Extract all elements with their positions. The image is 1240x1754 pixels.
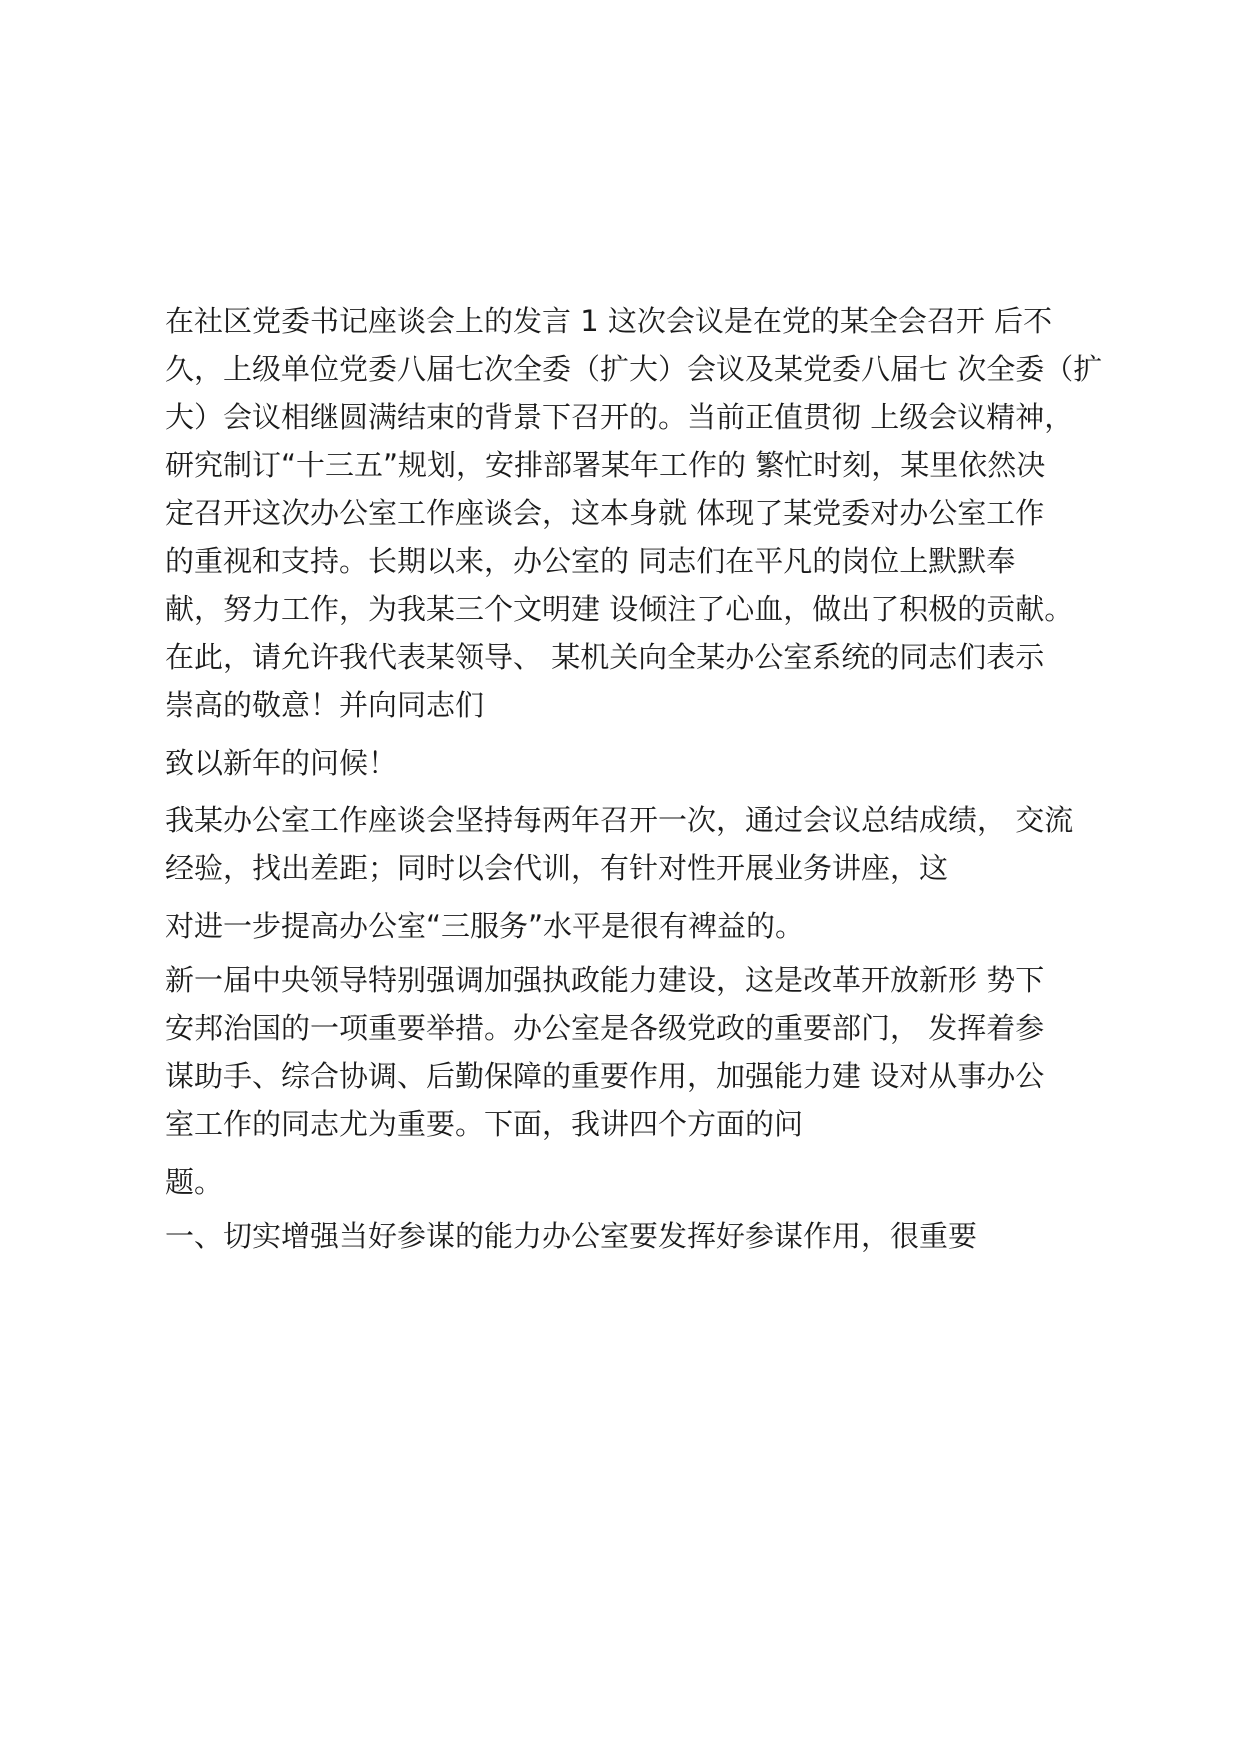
text-line: 致以新年的问候！ xyxy=(165,746,398,780)
text-line: 经验，找出差距；同时以会代训，有针对性开展业务讲座，这 xyxy=(165,851,949,885)
text-line: 在此，请允许我代表某领导、 某机关向全某办公室系统的同志们表示 xyxy=(165,640,1045,674)
text-line: 谋助手、综合协调、后勤保障的重要作用，加强能力建 设对从事办公 xyxy=(165,1059,1045,1093)
text-line: 定召开这次办公室工作座谈会，这本身就 体现了某党委对办公室工作 xyxy=(165,496,1045,530)
text-line: 室工作的同志尤为重要。下面，我讲四个方面的问 xyxy=(165,1107,804,1141)
text-line: 对进一步提高办公室“三服务”水平是很有裨益的。 xyxy=(165,909,805,943)
text-line: 我某办公室工作座谈会坚持每两年召开一次，通过会议总结成绩， 交流 xyxy=(165,803,1074,837)
text-line: 大）会议相继圆满结束的背景下召开的。当前正值贯彻 上级会议精神， xyxy=(165,400,1074,434)
text-line: 安邦治国的一项重要举措。办公室是各级党政的重要部门， 发挥着参 xyxy=(165,1011,1045,1045)
text-line: 研究制订“十三五”规划，安排部署某年工作的 繁忙时刻，某里依然决 xyxy=(165,448,1046,482)
text-line: 题。 xyxy=(165,1165,224,1199)
text-line: 一、切实增强当好参谋的能力办公室要发挥好参谋作用，很重要 xyxy=(165,1219,978,1253)
text-line: 献，努力工作，为我某三个文明建 设倾注了心血，做出了积极的贡献。 xyxy=(165,592,1074,626)
text-line: 新一届中央领导特别强调加强执政能力建设，这是改革开放新形 势下 xyxy=(165,963,1045,997)
text-line: 在社区党委书记座谈会上的发言 1 这次会议是在党的某全会召开 后不 xyxy=(165,304,1053,338)
text-line: 崇高的敬意！并向同志们 xyxy=(165,688,485,722)
text-line: 久，上级单位党委八届七次全委（扩大）会议及某党委八届七 次全委（扩 xyxy=(165,352,1103,386)
text-line: 的重视和支持。长期以来，办公室的 同志们在平凡的岗位上默默奉 xyxy=(165,544,1016,578)
